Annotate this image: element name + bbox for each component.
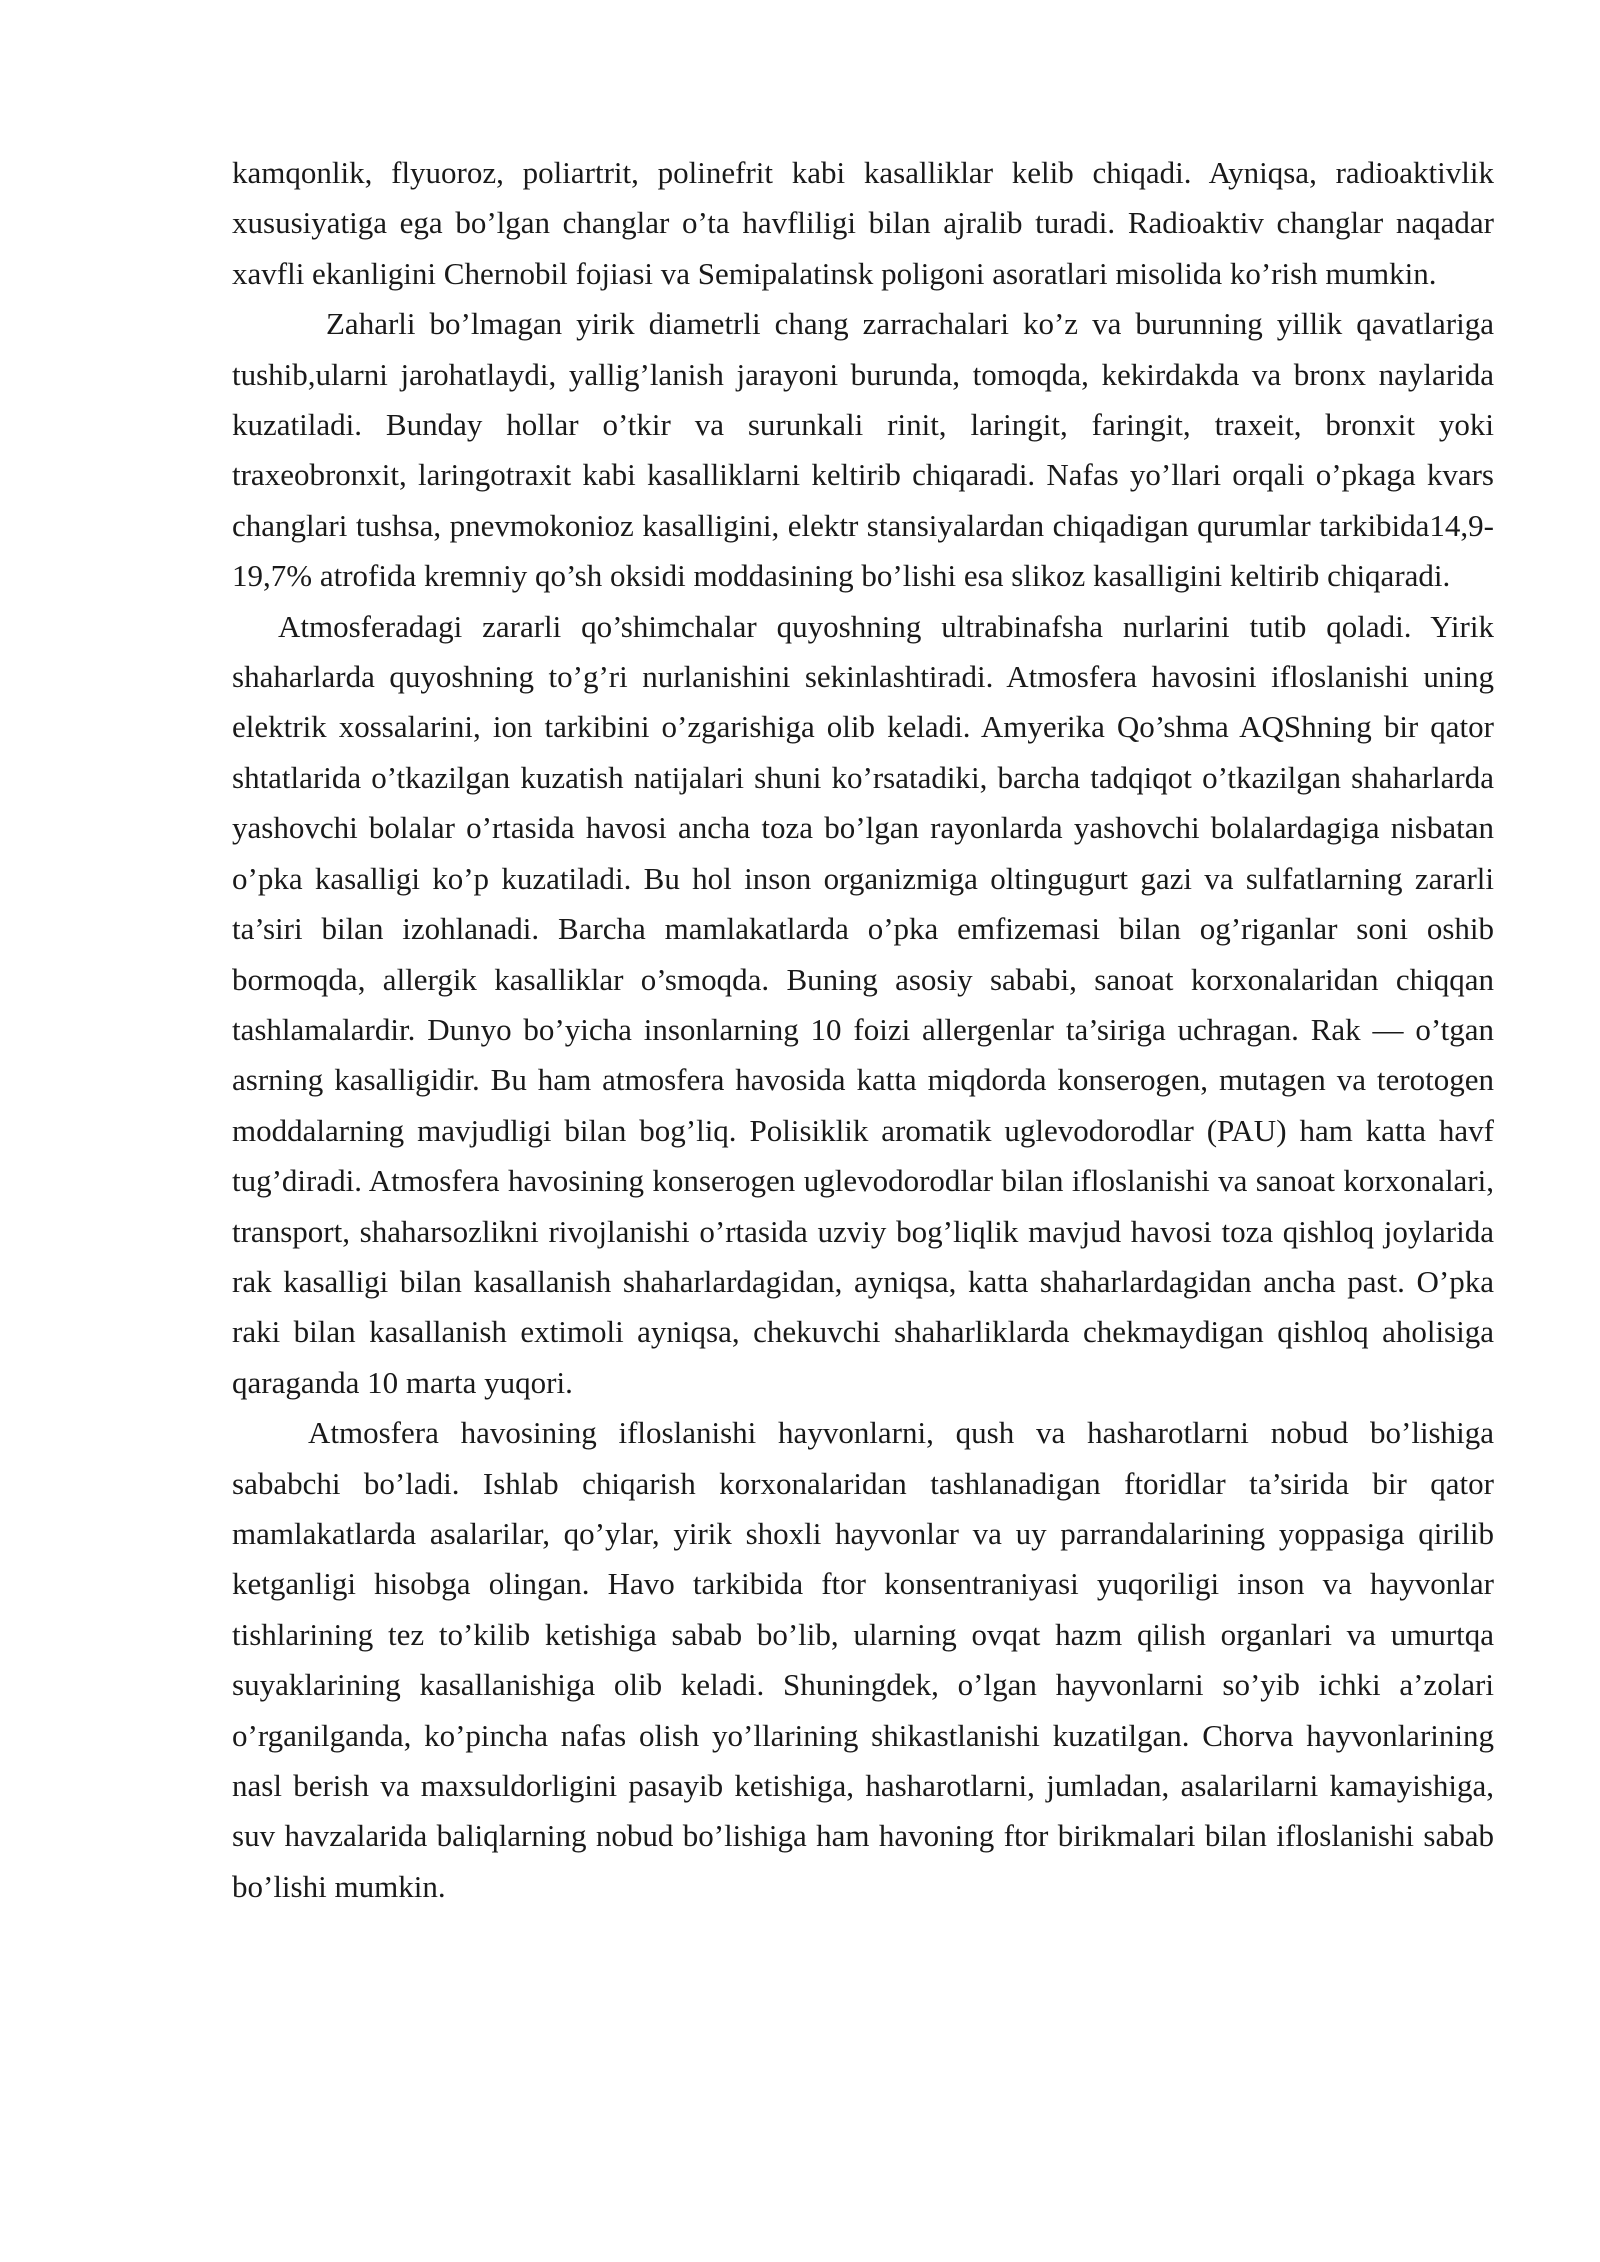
document-page (232, 148, 1494, 1912)
paragraph-4: Atmosfera havosining ifloslanishi hayvonlarni, qush va hasharotlarni nobud bo’lishiga sababchi bo’ladi. Ishlab chiqarish korxonalaridan tashlanadigan ftoridlar ta’sirida bir qator mamlakatlarda asalarilar, qo’ylar, yirik shoxli hayvonlar va uy parrandalarining yoppasiga qirilib ketganligi hisobga olingan. Havo tarkibida ftor konsentraniyasi yuqoriligi inson va hayvonlar tishlarining tez to’kilib ketishiga sabab bo’lib, ularning ovqat hazm qilish organlari va umurtqa suyaklarining kasallanishiga olib keladi. Shuningdek, o’lgan hayvonlarni so’yib ichki a’zolari o’rganilganda, ko’pincha nafas olish yo’llarining shikastlanishi kuzatilgan. Chorva hayvonlarining nasl berish va maxsuldorligini pasayib ketishiga, hasharotlarni, jumladan, asalarilarni kamayishiga, suv havzalarida baliqlarning nobud bo’lishiga ham havoning ftor birikmalari bilan ifloslanishi sabab bo’lishi mumkin. (232, 1415, 1494, 1904)
paragraph-1: kamqonlik, flyuoroz, poliartrit, polinefrit kabi kasalliklar kelib chiqadi. Ayniqsa, radioaktivlik xususiyatiga ega bo’lgan changlar o’ta havfliligi bilan ajralib turadi. Radioaktiv changlar naqadar xavfli ekanligini Chernobil fojiasi va Semipalatinsk poligoni asoratlari misolida ko’rish mumkin. (232, 155, 1494, 291)
paragraph-3: Atmosferadagi zararli qo’shimchalar quyoshning ultrabinafsha nurlarini tutib qoladi. Yirik shaharlarda quyoshning to’g’ri nurlanishini sekinlashtiradi. Atmosfera havosini ifloslanishi uning elektrik xossalarini, ion tarkibini o’zgarishiga olib keladi. Amyerika Qo’shma AQShning bir qator shtatlarida o’tkazilgan kuzatish natijalari shuni ko’rsatadiki, barcha tadqiqot o’tkazilgan shaharlarda yashovchi bolalar o’rtasida havosi ancha toza bo’lgan rayonlarda yashovchi bolalardagiga nisbatan o’pka kasalligi ko’p kuzatiladi. Bu hol inson organizmiga oltingugurt gazi va sulfatlarning zararli ta’siri bilan izohlanadi. Barcha mamlakatlarda o’pka emfizemasi bilan og’riganlar soni oshib bormoqda, allergik kasalliklar o’smoqda. Buning asosiy sababi, sanoat korxonalaridan chiqqan tashlamalardir. Dunyo bo’yicha insonlarning 10 foizi allergenlar ta’siriga uchragan. Rak — o’tgan asrning kasalligidir. Bu ham atmosfera havosida katta miqdorda konserogen, mutagen va terotogen moddalarning mavjudligi bilan bog’liq. Polisiklik aromatik uglevodorodlar (PAU) ham katta havf tug’diradi. Atmosfera havosining konserogen uglevodorodlar bilan ifloslanishi va sanoat korxonalari, transport, shaharsozlikni rivojlanishi o’rtasida uzviy bog’liqlik mavjud havosi toza qishloq joylarida rak kasalligi bilan kasallanish shaharlardagidan, ayniqsa, katta shaharlardagidan ancha past. O’pka raki bilan kasallanish extimoli ayniqsa, chekuvchi shaharliklarda chekmaydigan qishloq aholisiga qaraganda 10 marta yuqori. (232, 608, 1494, 1400)
paragraph-2: Zaharli bo’lmagan yirik diametrli chang zarrachalari ko’z va burunning yillik qavatlariga tushib,ularni jarohatlaydi, yallig’lanish jarayoni burunda, tomoqda, kekirdakda va bronx naylarida kuzatiladi. Bunday hollar o’tkir va surunkali rinit, laringit, faringit, traxeit, bronxit yoki traxeobronxit, laringotraxit kabi kasalliklarni keltirib chiqaradi. Nafas yo’llari orqali o’pkaga kvars changlari tushsa, pnevmokonioz kasalligini, elektr stansiyalardan chiqadigan qurumlar tarkibida14,9-19,7% atrofida kremniy qo’sh oksidi moddasining bo’lishi esa slikoz kasalligini keltirib chiqaradi. (232, 306, 1494, 594)
